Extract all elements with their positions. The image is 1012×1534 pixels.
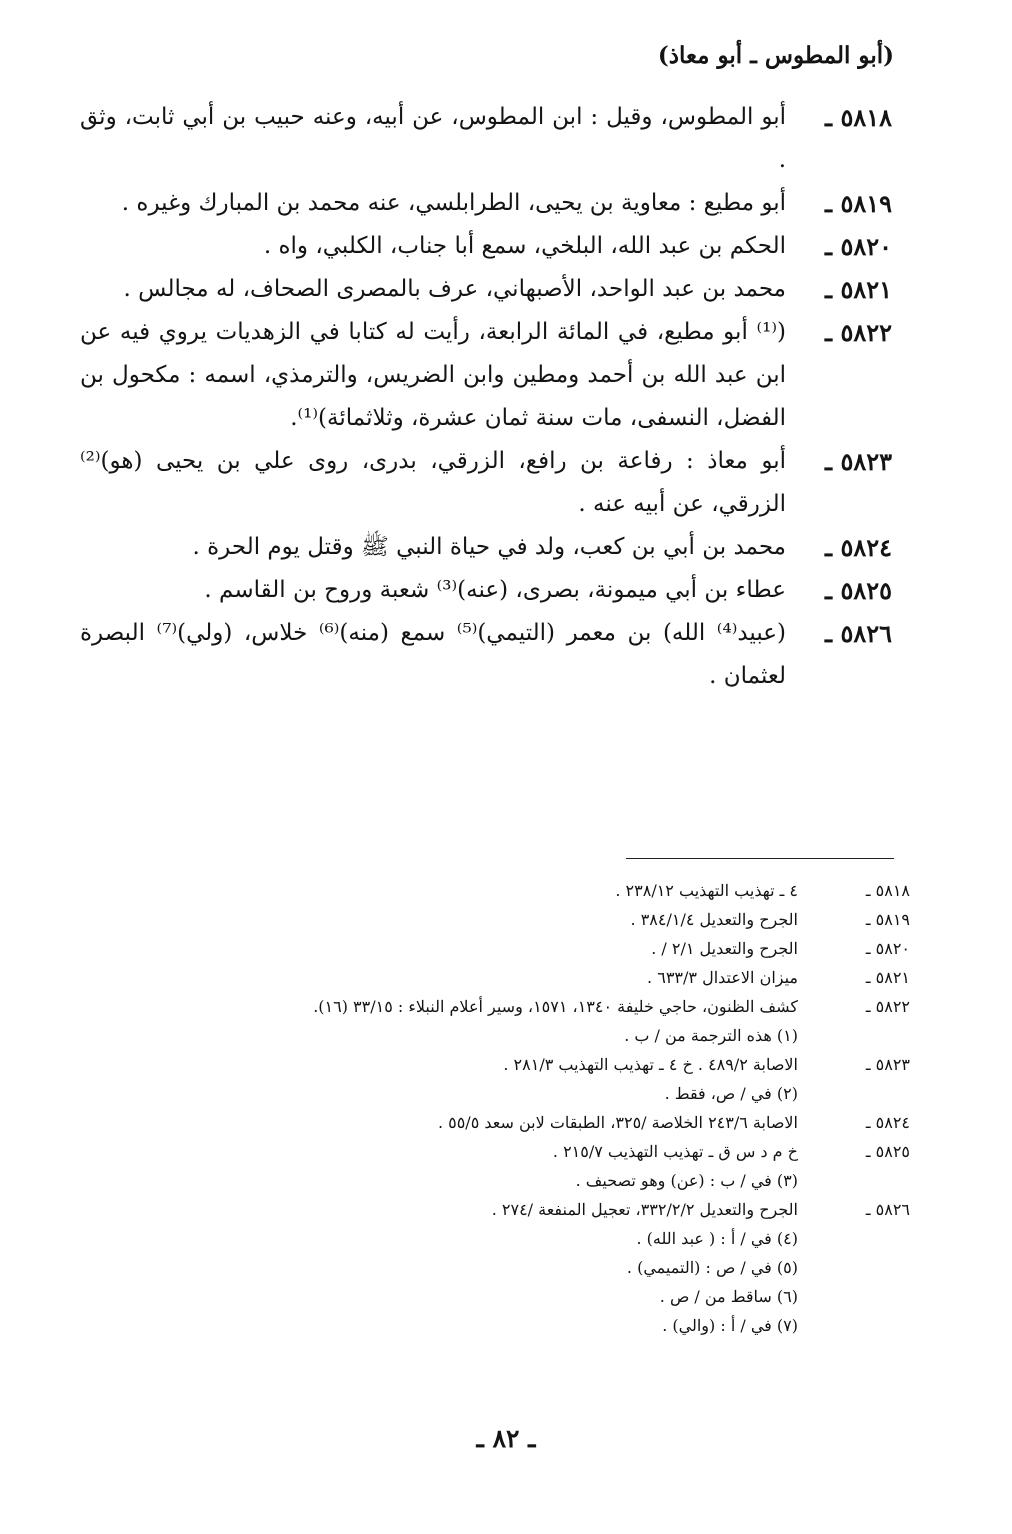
- entry-text: (عبيد⁽⁴⁾ الله) بن معمر (التيمي)⁽⁵⁾ سمع (منه)⁽⁶⁾ خلاس، (ولي)⁽⁷⁾ البصرة لعثمان .: [80, 620, 786, 689]
- entry-number: ٥٨٢٢ ـ: [825, 318, 892, 347]
- note-number: ٥٨٢٣ ـ: [865, 1055, 910, 1074]
- footnote-sub: (٥) في / ص : (التميمي) .: [626, 1258, 798, 1277]
- footnotes: [150, 876, 910, 1340]
- note-5819: [150, 905, 910, 934]
- entries-list: [80, 96, 892, 698]
- entry-5819: [80, 182, 892, 225]
- footnote-sub: (٣) في / ب : (عن) وهو تصحيف .: [575, 1171, 798, 1190]
- note-5820: [150, 934, 910, 963]
- note-number: ٥٨١٩ ـ: [865, 910, 910, 929]
- note-5823: [150, 1050, 910, 1079]
- entry-text: أبو معاذ : رفاعة بن رافع، الزرقي، بدرى، روى علي بن يحيى (هو)⁽²⁾ الزرقي، عن أبيه عنه .: [80, 448, 786, 517]
- entry-number: ٥٨٢١ ـ: [825, 275, 892, 304]
- entry-5823: [80, 440, 892, 526]
- entry-text: محمد بن أبي بن كعب، ولد في حياة النبي ﷺ وقتل يوم الحرة .: [192, 534, 786, 560]
- entry-number: ٥٨٢٤ ـ: [825, 533, 892, 562]
- entry-number: ٥٨٢٥ ـ: [825, 576, 892, 605]
- entry-5820: [80, 225, 892, 268]
- note-text: كشف الظنون، حاجي خليفة ١٣٤٠، ١٥٧١، وسير أعلام النبلاء : ٣٣/١٥ (١٦).: [313, 997, 798, 1016]
- note-5818: [150, 876, 910, 905]
- note-number: ٥٨٢٢ ـ: [865, 997, 910, 1016]
- entry-number: ٥٨٢٠ ـ: [825, 232, 892, 261]
- footnote-sub: (٧) في / أ : (والي) .: [662, 1316, 798, 1335]
- entry-text: (⁽¹⁾ أبو مطيع، في المائة الرابعة، رأيت له كتابا في الزهديات يروي فيه عن ابن عبد الله بن أحمد ومطين وابن الضريس، والترمذي، اسمه : مكحول بن الفضل، النسفى، مات سنة ثمان عشرة، وثلاثمائة)⁽¹⁾.: [80, 319, 786, 431]
- entry-text: محمد بن عبد الواحد، الأصبهاني، عرف بالمصرى الصحاف، له مجالس .: [123, 276, 786, 302]
- note-text: الجرح والتعديل ٣٨٤/١/٤ .: [630, 910, 798, 929]
- footnote-divider: [626, 858, 894, 859]
- note-5826: [150, 1195, 910, 1224]
- footnote-sub: (٦) ساقط من / ص .: [659, 1287, 798, 1306]
- note-5822: [150, 992, 910, 1021]
- note-text: ميزان الاعتدال ٦٣٣/٣ .: [647, 968, 798, 987]
- footnote-sub: (٤) في / أ : ( عبد الله) .: [636, 1229, 798, 1248]
- entry-number: ٥٨١٨ ـ: [825, 103, 892, 132]
- note-5821: [150, 963, 910, 992]
- entry-5821: [80, 268, 892, 311]
- note-number: ٥٨٢٠ ـ: [865, 939, 910, 958]
- note-text: خ م د س ق ـ تهذيب التهذيب ٢١٥/٧ .: [552, 1142, 798, 1161]
- entry-text: أبو المطوس، وقيل : ابن المطوس، عن أبيه، وعنه حبيب بن أبي ثابت، وثق .: [80, 104, 786, 173]
- note-5825: [150, 1137, 910, 1166]
- note-number: ٥٨٢٦ ـ: [865, 1200, 910, 1219]
- entry-5825: [80, 569, 892, 612]
- entry-number: ٥٨١٩ ـ: [825, 189, 892, 218]
- note-text: الجرح والتعديل ٣٣٢/٢/٢، تعجيل المنفعة /٢٧٤ .: [491, 1200, 798, 1219]
- entry-text: عطاء بن أبي ميمونة، بصرى، (عنه)⁽³⁾ شعبة وروح بن القاسم .: [204, 577, 786, 603]
- note-text: الاصابة ٢٤٣/٦ الخلاصة /٣٢٥، الطبقات لابن سعد ٥٥/٥ .: [437, 1113, 798, 1132]
- note-number: ٥٨٢١ ـ: [865, 968, 910, 987]
- note-text: الجرح والتعديل ٢/١ / .: [651, 939, 798, 958]
- note-text: الاصابة ٤٨٩/٢ . خ ٤ ـ تهذيب التهذيب ٢٨١/٣ .: [503, 1055, 798, 1074]
- entry-text: الحكم بن عبد الله، البلخي، سمع أبا جناب، الكلبي، واه .: [263, 233, 786, 259]
- entry-5824: [80, 526, 892, 569]
- entry-5826: [80, 612, 892, 698]
- note-number: ٥٨٢٥ ـ: [865, 1142, 910, 1161]
- entry-5822: [80, 311, 892, 440]
- footnote-sub: (٢) في / ص، فقط .: [664, 1084, 798, 1103]
- note-number: ٥٨١٨ ـ: [865, 881, 910, 900]
- note-5824: [150, 1108, 910, 1137]
- note-number: ٥٨٢٤ ـ: [865, 1113, 910, 1132]
- note-text: ٤ ـ تهذيب التهذيب ٢٣٨/١٢ .: [615, 881, 798, 900]
- running-head: (أبو المطوس ـ أبو معاذ): [657, 42, 894, 69]
- entry-number: ٥٨٢٣ ـ: [825, 447, 892, 476]
- entry-5818: [80, 96, 892, 182]
- entry-text: أبو مطيع : معاوية بن يحيى، الطرابلسي، عنه محمد بن المبارك وغيره .: [121, 190, 786, 216]
- page-number: ـ ٨٢ ـ: [476, 1424, 536, 1453]
- footnote-sub: (١) هذه الترجمة من / ب .: [624, 1026, 798, 1045]
- entry-number: ٥٨٢٦ ـ: [825, 619, 892, 648]
